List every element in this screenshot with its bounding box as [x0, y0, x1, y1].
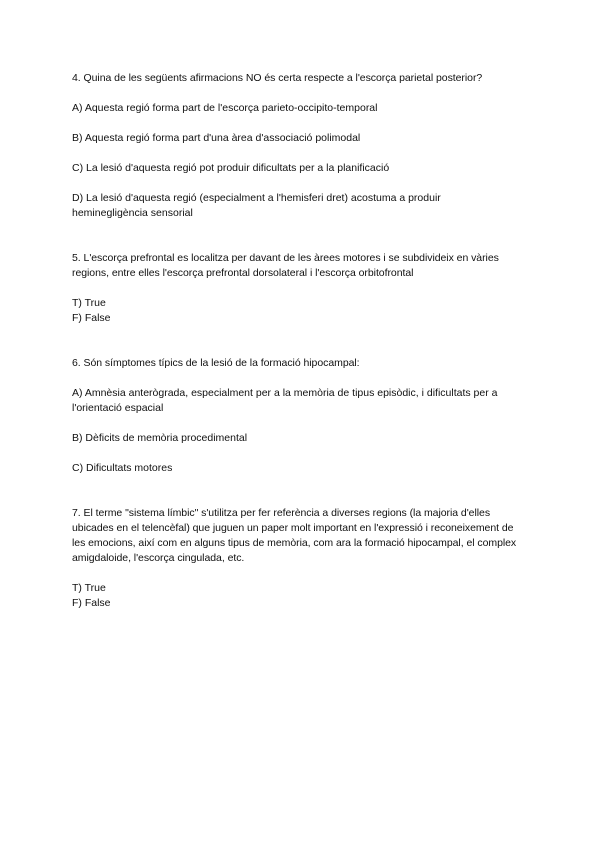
- question-6-text: 6. Són símptomes típics de la lesió de la formació hipocampal:: [72, 357, 360, 369]
- question-7: [72, 506, 528, 611]
- question-4-option-a: A) Aquesta regió forma part de l'escorça parieto-occipito-temporal: [72, 102, 378, 114]
- question-5: [72, 251, 528, 326]
- question-7-true-option: T) True: [72, 582, 106, 594]
- question-5-false-option: F) False: [72, 312, 111, 324]
- question-4-option-c: C) La lesió d'aquesta regió pot produir dificultats per a la planificació: [72, 162, 390, 174]
- question-4-text: 4. Quina de les següents afirmacions NO és certa respecte a l'escorça parietal posterior?: [72, 72, 483, 84]
- question-6-option-a: A) Amnèsia anterògrada, especialment per a la memòria de tipus episòdic, i dificultats per a l'orientació espacial: [72, 387, 498, 414]
- question-5-true-option: T) True: [72, 297, 106, 309]
- question-5-text: 5. L'escorça prefrontal es localitza per davant de les àrees motores i se subdivideix en vàries regions, entre elles l'escorça prefrontal dorsolateral i l'escorça orbitofrontal: [72, 252, 499, 279]
- question-7-false-option: F) False: [72, 597, 111, 609]
- question-7-text: 7. El terme "sistema límbic" s'utilitza per fer referència a diverses regions (la majoria d'elles ubicades en el telencèfal) que juguen un paper molt important en l'expressió i reconeixement de les emocions, així com en alguns tipus de memòria, com ara la formació hipocampal, el complex amigdaloide, l'escorça cingulada, etc.: [72, 507, 517, 564]
- question-4-option-b: B) Aquesta regió forma part d'una àrea d'associació polimodal: [72, 132, 361, 144]
- question-4-option-d: D) La lesió d'aquesta regió (especialment a l'hemisferi dret) acostuma a produir heminegligència sensorial: [72, 192, 441, 219]
- question-6-option-b: B) Dèficits de memòria procedimental: [72, 432, 248, 444]
- question-6: [72, 356, 528, 476]
- question-6-option-c: C) Dificultats motores: [72, 462, 173, 474]
- question-4: [72, 71, 528, 221]
